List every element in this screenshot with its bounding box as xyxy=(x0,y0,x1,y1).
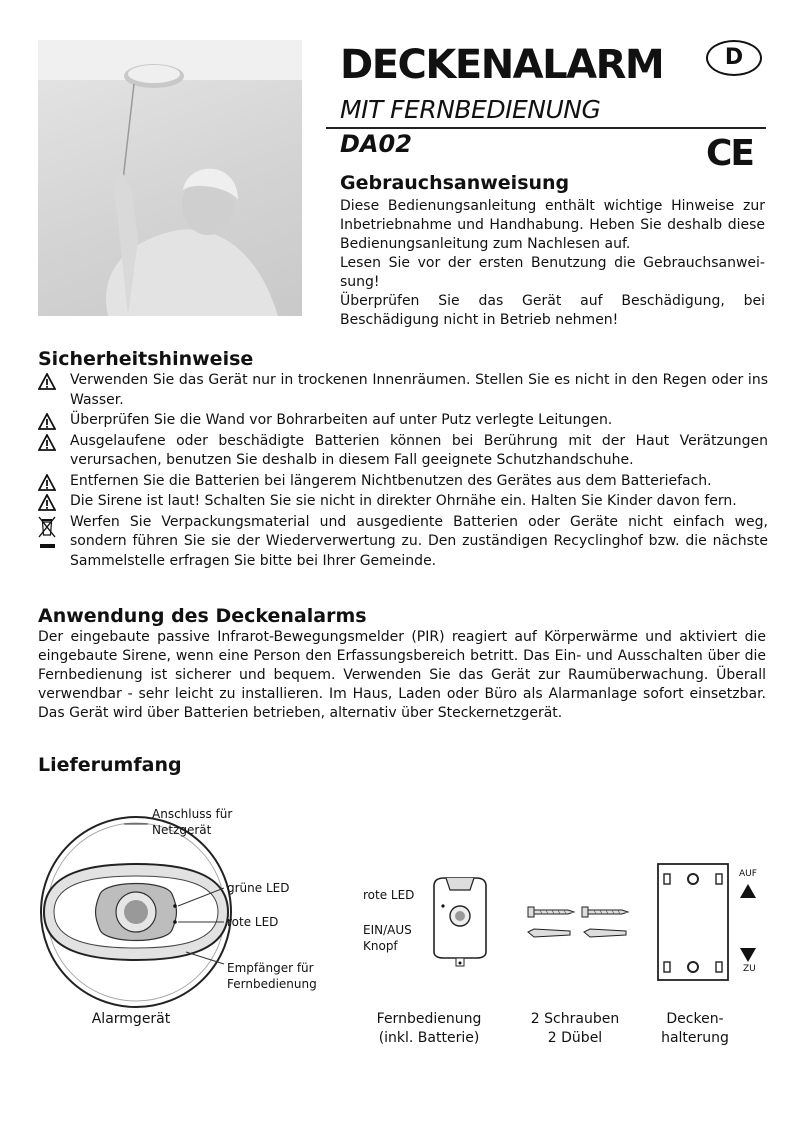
safety-item-text: Werfen Sie Verpackungsmaterial und ausgediente Batterien oder Geräte nicht einfach weg, sondern führen Sie sie der Wiederverwertung zu. Den zuständigen Recyclinghof bzw. die nächste Sammelstelle erfragen Sie bitte bei Ihrer Gemeinde. xyxy=(70,513,768,569)
warning-icon xyxy=(38,373,56,390)
label-remote-receiver: Empfänger für Fernbedienung xyxy=(227,961,317,991)
arrow-up-icon xyxy=(740,884,756,898)
safety-item-text: Ausgelaufene oder beschädigte Batterien können bei Berührung mit der Haut Verätzungen verursachen, benutzen Sie deshalb in diesem Fall geeignete Schutzhandschuhe. xyxy=(70,432,768,468)
safety-item-text: Überprüfen Sie die Wand vor Bohrarbeiten auf unter Putz verlegte Leitungen. xyxy=(70,412,613,428)
safety-item-text: Entfernen Sie die Batterien bei längerem Nichtbenutzen des Gerätes aus dem Batteriefach. xyxy=(70,472,712,489)
caption-line: 2 Schrauben xyxy=(530,1011,620,1027)
product-photo xyxy=(38,40,302,316)
language-badge: D xyxy=(706,40,762,76)
instructions-heading: Gebrauchsanweisung xyxy=(340,172,570,194)
model-number: DA02 xyxy=(340,130,412,158)
safety-item xyxy=(38,513,768,572)
instructions-text xyxy=(340,197,765,330)
safety-item xyxy=(38,492,768,512)
caption-line: 2 Dübel xyxy=(547,1030,603,1046)
crossed-bin-icon xyxy=(38,515,56,551)
caption-line: Fernbedienung xyxy=(376,1011,482,1027)
caption-screws-dowels xyxy=(520,1010,630,1048)
safety-item-text: Die Sirene ist laut! Schalten Sie sie nicht in direkter Ohrnähe ein. Halten Sie Kinder davon fern. xyxy=(70,493,737,509)
label-remote-red-led: rote LED xyxy=(363,888,415,902)
application-text: Der eingebaute passive Infrarot-Bewegungsmelder (PIR) reagiert auf Körperwärme und aktiviert die eingebaute Sirene, wenn eine Person den Erfassungsbereich betritt. Das Ein- und Ausschalten über die Fernbedienung ist sicherer und bequem. Verwenden Sie das Gerät zur Raumüberwachung. Überall verwendbar - sehr leicht zu installieren. Im Haus, Laden oder Büro als Alarmanlage sofort einsetzbar. Das Gerät wird über Batterien betrieben, alternativ über Steckernetzgerät. xyxy=(38,629,766,721)
label-power-connection: Anschluss für Netzgerät xyxy=(152,807,233,837)
caption-line: Decken- xyxy=(666,1011,724,1027)
label-remote-button: EIN/AUS Knopf xyxy=(363,923,412,953)
ce-mark-icon: CE xyxy=(706,133,754,174)
application-heading: Anwendung des Deckenalarms xyxy=(38,605,367,627)
safety-heading: Sicherheitshinweise xyxy=(38,348,254,370)
safety-item xyxy=(38,432,768,471)
remote-control-illustration xyxy=(430,876,490,968)
warning-icon xyxy=(38,494,56,511)
arrow-down-icon xyxy=(740,948,756,962)
bracket-label-down: ZU xyxy=(743,964,756,974)
safety-list xyxy=(38,371,768,572)
safety-item-text: Verwenden Sie das Gerät nur in trockenen Innenräumen. Stellen Sie es nicht in den Regen oder ins Wasser. xyxy=(70,372,768,408)
bracket-label-up: AUF xyxy=(739,869,757,879)
warning-icon xyxy=(38,474,56,491)
instructions-paragraph: Diese Bedienungsanleitung enthält wichtige Hinweise zur Inbetriebnahme und Handhabung. Heben Sie deshalb diese Bedienungsanleitung zum Nachlesen auf. xyxy=(340,198,765,252)
instructions-paragraph: Überprüfen Sie das Gerät auf Beschädigung, bei Beschädigung nicht in Betrieb nehmen! xyxy=(340,293,765,328)
safety-item xyxy=(38,371,768,410)
label-red-led: rote LED xyxy=(227,915,279,929)
instructions-paragraph: Lesen Sie vor der ersten Benutzung die Gebrauchsanwei-sung! xyxy=(340,255,765,290)
caption-line: (inkl. Batterie) xyxy=(378,1030,480,1046)
screws-dowels-illustration xyxy=(526,904,636,944)
warning-icon xyxy=(38,434,56,451)
warning-icon xyxy=(38,413,56,430)
caption-remote-control xyxy=(366,1010,492,1048)
document-title: DECKENALARM xyxy=(340,42,664,88)
safety-item xyxy=(38,472,768,492)
label-green-led: grüne LED xyxy=(227,881,290,895)
document-subtitle: MIT FERNBEDIENUNG xyxy=(340,95,601,124)
contents-heading: Lieferumfang xyxy=(38,754,182,776)
caption-ceiling-bracket xyxy=(640,1010,750,1048)
caption-line: halterung xyxy=(661,1030,729,1046)
caption-alarm-device: Alarmgerät xyxy=(91,1011,171,1027)
safety-item xyxy=(38,411,768,431)
